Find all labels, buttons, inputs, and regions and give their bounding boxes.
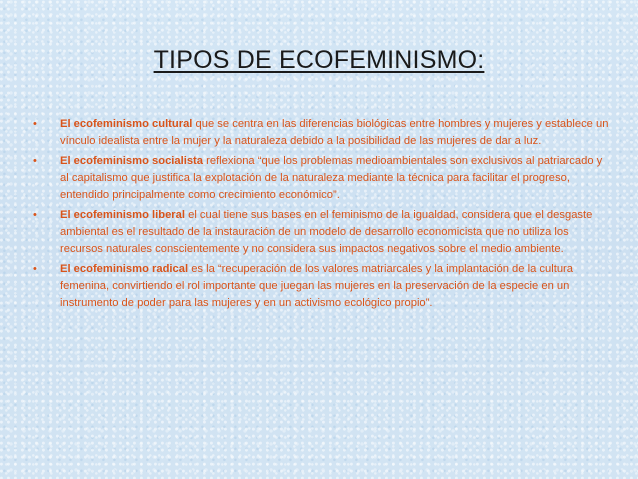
bullet-text: que se centra en las diferencias biológicas entre hombres y mujeres y establece un vínculo idealista entre la mujer y la naturaleza debido a la posibilidad de las mujeres de dar a luz. <box>60 118 609 147</box>
bullet-item-radical <box>33 261 611 312</box>
bullet-text: es la “recuperación de los valores matriarcales y la implantación de la cultura femenina, convirtiendo el rol importante que juegan las mujeres en la preservación de la especie en un instrumento de poder para las mujeres y en un activismo ecológico propio”. <box>60 263 574 309</box>
bullet-item-socialista <box>33 153 611 204</box>
bullet-icon: • <box>33 209 37 221</box>
bullet-item-cultural <box>33 116 611 150</box>
bullet-heading: El ecofeminismo cultural <box>60 118 193 130</box>
bullet-icon: • <box>33 118 37 130</box>
bullet-heading: El ecofeminismo radical <box>60 263 189 275</box>
slide-title-text: TIPOS DE ECOFEMINISMO: <box>153 46 485 74</box>
bullet-heading: El ecofeminismo liberal <box>60 209 185 221</box>
bullet-icon: • <box>33 155 37 167</box>
slide-title <box>0 42 638 78</box>
bullet-icon: • <box>33 263 37 275</box>
bullet-text: el cual tiene sus bases en el feminismo de la igualdad, considera que el desgaste ambiental es el resultado de la instauración de un modelo de desarrollo economicista que no utiliza los recursos naturales conscientemente y no considera sus impactos negativos sobre el medio ambiente. <box>60 209 593 255</box>
bullet-text: reflexiona “que los problemas medioambientales son exclusivos al patriarcado y al capitalismo que justifica la explotación de la naturaleza mediante la técnica para facilitar el progreso, entendido principalmente como crecimiento económico”. <box>60 155 603 201</box>
bullet-heading: El ecofeminismo socialista <box>60 155 204 167</box>
bullet-item-liberal <box>33 207 611 258</box>
bullet-list <box>33 116 611 315</box>
